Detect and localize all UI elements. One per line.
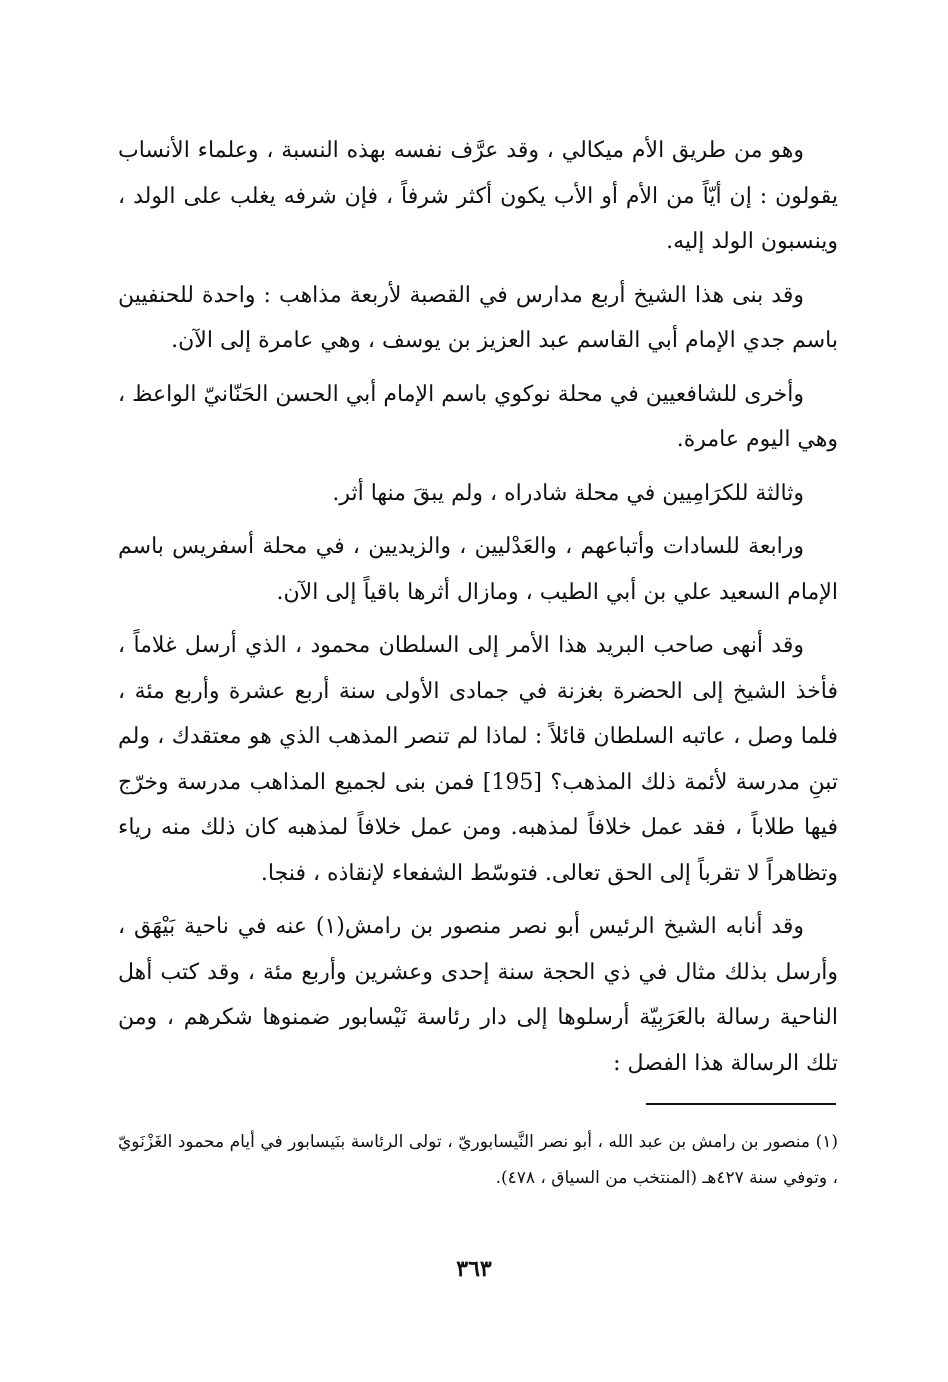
paragraph-4: وثالثة للكرَامِيين في محلة شادراه ، ولم يبقَ منها أثر. (332, 480, 804, 506)
page-number: ٣٦٣ (456, 1256, 492, 1282)
paragraph-1: وهو من طريق الأم ميكالي ، وقد عرَّف نفسه بهذه النسبة ، وعلماء الأنساب يقولون : إن أيّاً من الأم أو الأب يكون أكثر شرفاً ، فإن شرفه يغلب على الولد ، وينسبون الولد إليه. (118, 138, 838, 254)
paragraph-5: ورابعة للسادات وأتباعهم ، والعَدْليين ، والزيديين ، في محلة أسفريس باسم الإمام السعيد علي بن أبي الطيب ، ومازال أثرها باقياً إلى الآن. (118, 534, 838, 605)
footnote: (١) منصور بن رامش بن عبد الله ، أبو نصر النَّيسابوريّ ، تولى الرئاسة بنَيسابور في أيام محمود الغَزْنَويّ ، وتوفي سنة ٤٢٧هـ (المنتخب من السياق ، ٤٧٨). (118, 1132, 838, 1188)
paragraph-6: وقد أنهى صاحب البريد هذا الأمر إلى السلطان محمود ، الذي أرسل غلاماً ، فأخذ الشيخ إلى الحضرة بغزنة في جمادى الأولى سنة أربع عشرة وأربع مئة ، فلما وصل ، عاتبه السلطان قائلاً : لماذا لم تنصر المذهب الذي هو معتقدك ، ولم تبنِ مدرسة لأئمة ذلك المذهب؟ [195] فمن بنى لجميع المذاهب مدرسة وخرّج فيها طلاباً ، فقد عمل خلافاً لمذهبه. ومن عمل خلافاً لمذهبه كان ذلك منه رياء وتظاهراً لا تقرباً إلى الحق تعالى. فتوسّط الشفعاء لإنقاذه ، فنجا. (118, 633, 839, 886)
footnote-separator (646, 1103, 836, 1105)
paragraph-7: وقد أنابه الشيخ الرئيس أبو نصر منصور بن رامش(١) عنه في ناحية بَيْهَق ، وأرسل بذلك مثال في ذي الحجة سنة إحدى وعشرين وأربع مئة ، وقد كتب أهل الناحية رسالة بالعَرَبِيّة أرسلوها إلى دار رئاسة نَيْسابور ضمنوها شكرهم ، ومن تلك الرسالة هذا الفصل : (118, 914, 838, 1076)
paragraph-2: وقد بنى هذا الشيخ أربع مدارس في القصبة لأربعة مذاهب : واحدة للحنفيين باسم جدي الإمام أبي القاسم عبد العزيز بن يوسف ، وهي عامرة إلى الآن. (118, 282, 838, 353)
paragraph-3: وأخرى للشافعيين في محلة نوكوي باسم الإمام أبي الحسن الحَنّانيّ الواعظ ، وهي اليوم عامرة. (118, 381, 838, 452)
main-text (118, 128, 838, 1086)
